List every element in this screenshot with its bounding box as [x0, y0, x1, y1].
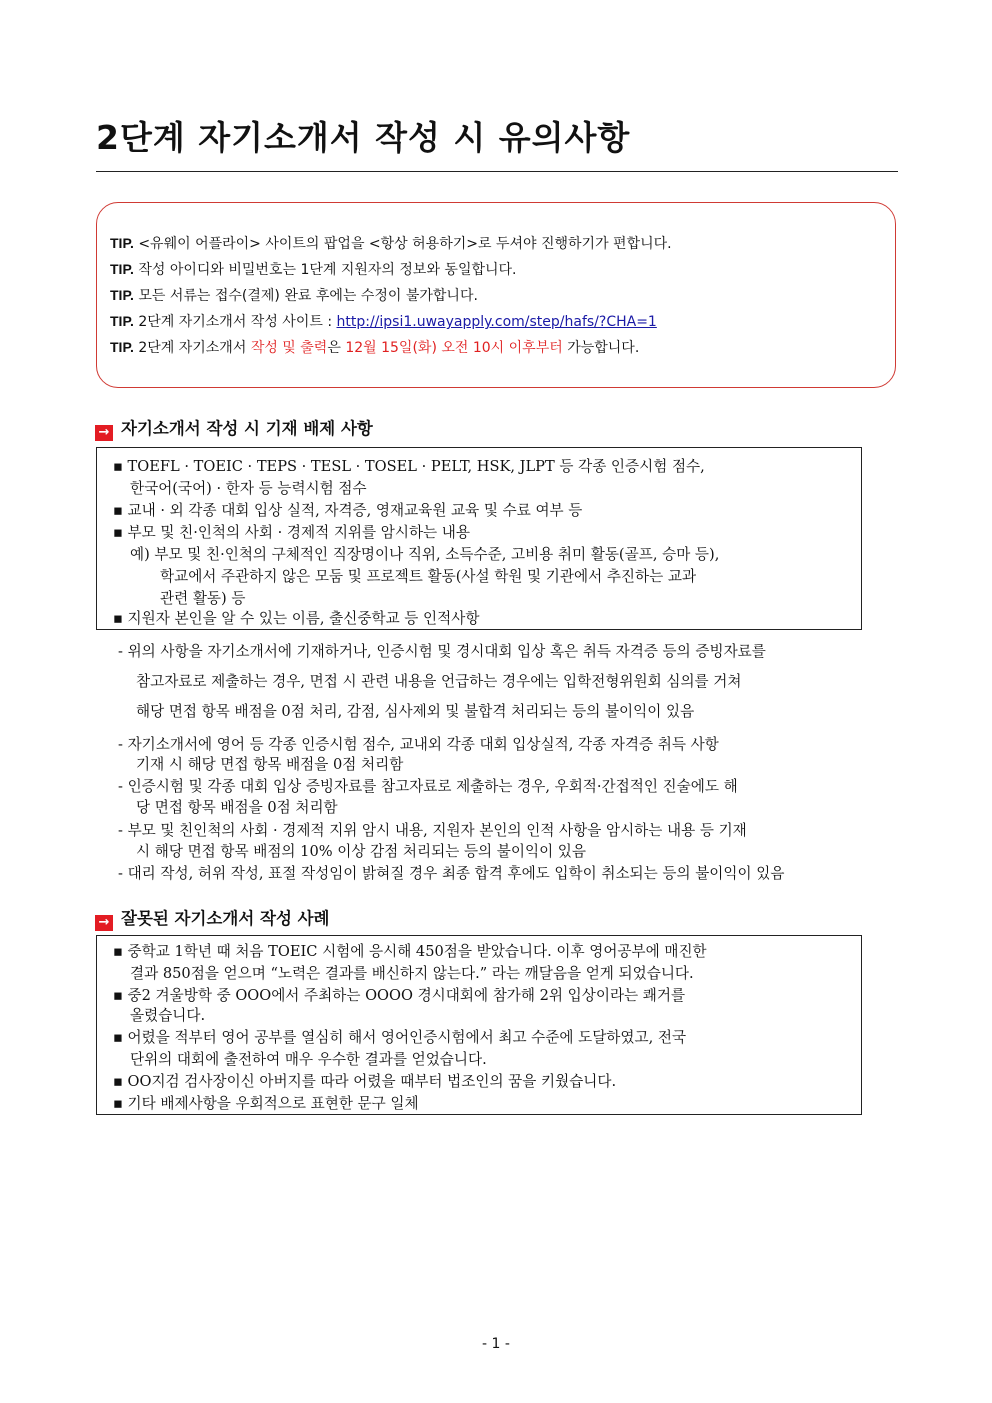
section-heading-text: 잘못된 자기소개서 작성 사례 — [121, 909, 330, 928]
tip-label: TIP. — [110, 339, 134, 355]
note-line: - 자기소개서에 영어 등 각종 인증시험 점수, 교내외 각종 대회 입상실적, 각종 자격증 취득 사항 — [118, 736, 719, 753]
list-item: ▪ OO지검 검사장이신 아버지를 따라 어렸을 때부터 법조인의 꿈을 키웠습니다. — [113, 1073, 617, 1090]
note-line: 당 면접 항목 배점을 0점 처리함 — [136, 799, 338, 816]
note-line: 기재 시 해당 면접 항목 배점을 0점 처리함 — [136, 756, 404, 773]
list-item: ▪ 지원자 본인을 알 수 있는 이름, 출신중학교 등 인적사항 — [113, 610, 480, 627]
note-line: 시 해당 면접 항목 배점의 10% 이상 감점 처리되는 등의 불이익이 있음 — [136, 843, 587, 860]
list-item: ▪ 기타 배제사항을 우회적으로 표현한 문구 일체 — [113, 1095, 419, 1112]
list-item: 학교에서 주관하지 않은 모둠 및 프로젝트 활동(사설 학원 및 기관에서 추진하는 교과 — [160, 568, 697, 585]
arrow-icon: → — [95, 915, 113, 931]
tip-text: <유웨이 어플라이> 사이트의 팝업을 <항상 허용하기>로 두셔야 진행하기가 편합니다. — [138, 236, 672, 252]
tip-line-1 — [110, 233, 672, 253]
list-item: 예) 부모 및 친·인척의 구체적인 직장명이나 직위, 소득수준, 고비용 취미 활동(골프, 승마 등), — [130, 546, 720, 563]
list-item: 결과 850점을 얻으며 “노력은 결과를 배신하지 않는다.” 라는 깨달음을 얻게 되었습니다. — [130, 965, 694, 982]
section-heading-bad-examples — [95, 905, 330, 931]
tip-label: TIP. — [110, 235, 134, 251]
tip-text: 2단계 자기소개서 작성 사이트 : — [138, 314, 337, 330]
section-heading-text: 자기소개서 작성 시 기재 배제 사항 — [121, 419, 373, 438]
tip-line-4 — [110, 311, 657, 331]
tip-text: 2단계 자기소개서 — [138, 340, 251, 356]
list-item: ▪ TOEFL · TOEIC · TEPS · TESL · TOSEL · PELT, HSK, JLPT 등 각종 인증시험 점수, — [113, 458, 705, 475]
title-divider — [96, 171, 898, 172]
list-item: 올렸습니다. — [130, 1007, 206, 1024]
page-title: 2단계 자기소개서 작성 시 유의사항 — [96, 118, 631, 157]
note-line: 해당 면접 항목 배점을 0점 처리, 감점, 심사제외 및 불합격 처리되는 등의 불이익이 있음 — [136, 703, 695, 720]
page-number: - 1 - — [482, 1336, 510, 1352]
tip-line-2 — [110, 259, 517, 279]
note-line: - 대리 작성, 허위 작성, 표절 작성임이 밝혀질 경우 최종 합격 후에도 입학이 취소되는 등의 불이익이 있음 — [118, 865, 785, 882]
list-item: ▪ 중학교 1학년 때 처음 TOEIC 시험에 응시해 450점을 받았습니다. 이후 영어공부에 매진한 — [113, 943, 707, 960]
tip-highlight: 작성 및 출력 — [250, 340, 328, 356]
note-line: - 인증시험 및 각종 대회 입상 증빙자료를 참고자료로 제출하는 경우, 우회적·간접적인 진술에도 해 — [118, 778, 738, 795]
list-item: ▪ 교내 · 외 각종 대회 입상 실적, 자격증, 영재교육원 교육 및 수료 여부 등 — [113, 502, 583, 519]
list-item: ▪ 어렸을 적부터 영어 공부를 열심히 해서 영어인증시험에서 최고 수준에 도달하였고, 전국 — [113, 1029, 687, 1046]
list-item: 관련 활동) 등 — [160, 590, 246, 607]
tip-line-5 — [110, 337, 639, 357]
note-line: - 부모 및 친인척의 사회 · 경제적 지위 암시 내용, 지원자 본인의 인적 사항을 암시하는 내용 등 기재 — [118, 822, 747, 839]
tip-text: 작성 아이디와 비밀번호는 1단계 지원자의 정보와 동일합니다. — [138, 262, 517, 278]
tip-line-3 — [110, 285, 478, 305]
tip-label: TIP. — [110, 287, 134, 303]
list-item: 한국어(국어) · 한자 등 능력시험 점수 — [130, 480, 367, 497]
tip-text: 모든 서류는 접수(결제) 완료 후에는 수정이 불가합니다. — [138, 288, 478, 304]
section-heading-exclusions — [95, 415, 373, 441]
site-link[interactable]: http://ipsi1.uwayapply.com/step/hafs/?CHA=1 — [336, 314, 657, 330]
list-item: ▪ 부모 및 친·인척의 사회 · 경제적 지위를 암시하는 내용 — [113, 524, 470, 541]
tip-label: TIP. — [110, 261, 134, 277]
arrow-icon: → — [95, 425, 113, 441]
tip-highlight: 12월 15일(화) 오전 10시 이후부터 — [345, 340, 563, 356]
tip-label: TIP. — [110, 313, 134, 329]
note-line: - 위의 사항을 자기소개서에 기재하거나, 인증시험 및 경시대회 입상 혹은 취득 자격증 등의 증빙자료를 — [118, 643, 766, 660]
tip-text: 가능합니다. — [562, 340, 640, 356]
note-line: 참고자료로 제출하는 경우, 면접 시 관련 내용을 언급하는 경우에는 입학전형위원회 심의를 거쳐 — [136, 673, 742, 690]
list-item: ▪ 중2 겨울방학 중 OOO에서 주최하는 OOOO 경시대회에 참가해 2위 입상이라는 쾌거를 — [113, 987, 686, 1004]
tip-text: 은 — [327, 340, 346, 356]
list-item: 단위의 대회에 출전하여 매우 우수한 결과를 얻었습니다. — [130, 1051, 487, 1068]
